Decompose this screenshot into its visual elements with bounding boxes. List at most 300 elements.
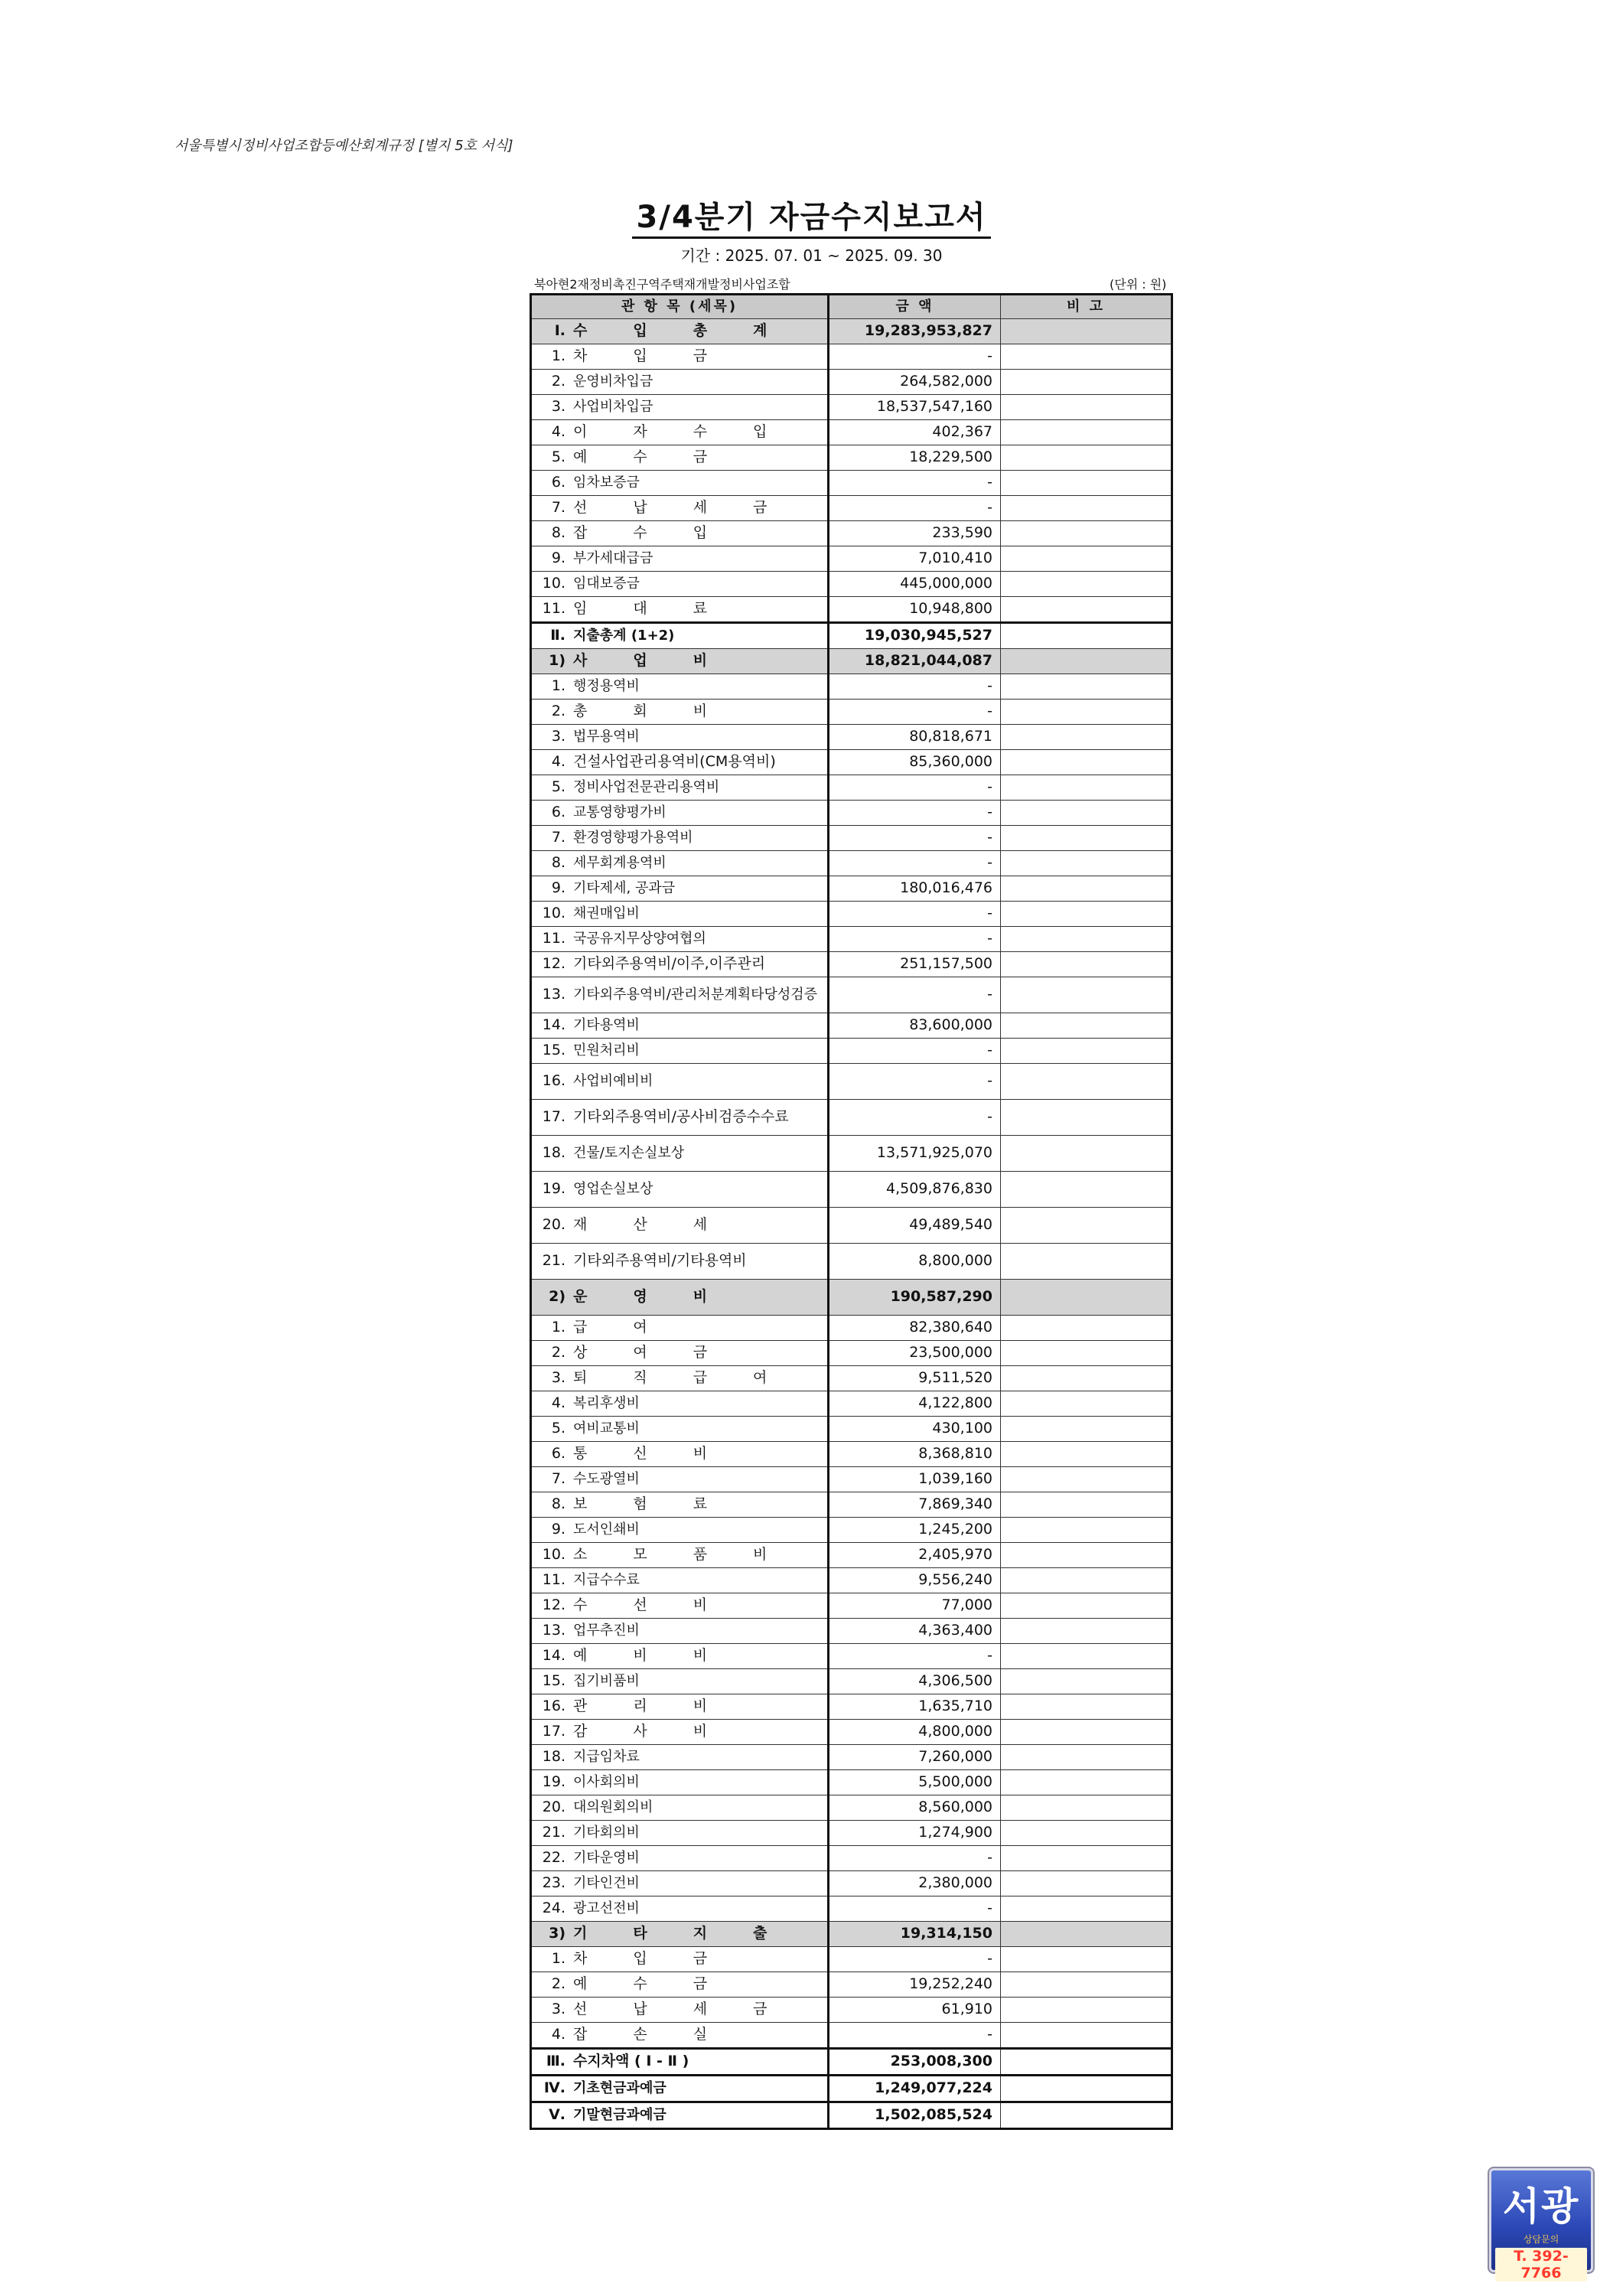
row-amount: 251,157,500 bbox=[829, 952, 1001, 977]
row-amount: 49,489,540 bbox=[829, 1208, 1001, 1244]
report-period: 기간 : 2025. 07. 01 ~ 2025. 09. 30 bbox=[680, 246, 943, 265]
row-item bbox=[531, 623, 829, 649]
table-row bbox=[531, 597, 1172, 623]
table-body bbox=[531, 319, 1172, 2129]
row-number: 22. bbox=[542, 1849, 565, 1867]
row-remarks bbox=[1001, 471, 1172, 496]
row-amount: - bbox=[829, 471, 1001, 496]
row-amount: 430,100 bbox=[829, 1417, 1001, 1442]
table-row bbox=[531, 1442, 1172, 1467]
row-amount: 8,368,810 bbox=[829, 1442, 1001, 1467]
table-row bbox=[531, 1467, 1172, 1492]
row-item bbox=[531, 1208, 829, 1244]
row-label: 총회비 bbox=[573, 703, 754, 720]
row-remarks bbox=[1001, 1568, 1172, 1593]
row-item bbox=[531, 1136, 829, 1172]
row-number: 9. bbox=[551, 1521, 565, 1538]
table-row bbox=[531, 1543, 1172, 1568]
row-remarks bbox=[1001, 1593, 1172, 1619]
row-amount: 1,245,200 bbox=[829, 1518, 1001, 1543]
row-item bbox=[531, 2102, 829, 2129]
row-item bbox=[531, 750, 829, 775]
row-amount: 1,502,085,524 bbox=[829, 2102, 1001, 2129]
row-number: 23. bbox=[542, 1874, 565, 1892]
stamp-phone: T. 392-7766 bbox=[1495, 2248, 1587, 2281]
row-number: 4. bbox=[551, 423, 565, 441]
row-amount: - bbox=[829, 851, 1001, 876]
row-number: 18. bbox=[542, 1144, 565, 1162]
row-item bbox=[531, 344, 829, 370]
row-item bbox=[531, 1770, 829, 1795]
row-amount: 10,948,800 bbox=[829, 597, 1001, 623]
table-row bbox=[531, 1316, 1172, 1341]
row-amount: 19,283,953,827 bbox=[829, 319, 1001, 344]
table-row bbox=[531, 1568, 1172, 1593]
row-remarks bbox=[1001, 876, 1172, 902]
row-amount: - bbox=[829, 1947, 1001, 1972]
row-label: 임차보증금 bbox=[573, 475, 640, 491]
row-number: 1. bbox=[551, 1319, 565, 1336]
row-remarks bbox=[1001, 1492, 1172, 1518]
row-number: 2. bbox=[551, 1975, 565, 1993]
row-amount: 190,587,290 bbox=[829, 1280, 1001, 1316]
table-row bbox=[531, 1745, 1172, 1770]
row-number: 5. bbox=[551, 778, 565, 796]
row-label: 행정용역비 bbox=[573, 678, 640, 695]
row-number: 8. bbox=[551, 1495, 565, 1513]
row-item bbox=[531, 1244, 829, 1280]
table-row bbox=[531, 1518, 1172, 1543]
row-item bbox=[531, 1644, 829, 1669]
row-remarks bbox=[1001, 1619, 1172, 1644]
row-label: 영업손실보상 bbox=[573, 1181, 653, 1198]
row-remarks bbox=[1001, 1442, 1172, 1467]
row-label: 부가세대급금 bbox=[573, 550, 653, 567]
row-remarks bbox=[1001, 725, 1172, 750]
row-amount: 2,405,970 bbox=[829, 1543, 1001, 1568]
row-label: 재산세 bbox=[573, 1216, 754, 1234]
row-label: 차입금 bbox=[573, 347, 754, 365]
row-remarks bbox=[1001, 1669, 1172, 1694]
row-number: 20. bbox=[542, 1216, 565, 1234]
row-item bbox=[531, 1366, 829, 1391]
row-amount: - bbox=[829, 1896, 1001, 1922]
row-remarks bbox=[1001, 546, 1172, 572]
table-row bbox=[531, 521, 1172, 546]
row-remarks bbox=[1001, 1543, 1172, 1568]
table-row bbox=[531, 1998, 1172, 2023]
row-label: 기타외주용역비/관리처분계획타당성검증 bbox=[573, 987, 818, 1003]
row-remarks bbox=[1001, 851, 1172, 876]
title-text: 3/4분기 자금수지보고서 bbox=[632, 200, 992, 239]
table-row bbox=[531, 927, 1172, 952]
table-row bbox=[531, 1100, 1172, 1136]
row-number: 16. bbox=[542, 1072, 565, 1090]
row-remarks bbox=[1001, 1694, 1172, 1720]
row-item bbox=[531, 1998, 829, 2023]
row-label: 세무회계용역비 bbox=[573, 855, 666, 872]
row-item bbox=[531, 1821, 829, 1846]
row-item bbox=[531, 952, 829, 977]
row-item bbox=[531, 1846, 829, 1871]
row-remarks bbox=[1001, 2023, 1172, 2049]
row-label: 이자수입 bbox=[573, 423, 813, 441]
row-remarks bbox=[1001, 977, 1172, 1013]
row-label: 잡수입 bbox=[573, 524, 754, 542]
row-remarks bbox=[1001, 952, 1172, 977]
row-amount: 8,800,000 bbox=[829, 1244, 1001, 1280]
table-row bbox=[531, 623, 1172, 649]
row-number: 15. bbox=[542, 1042, 565, 1059]
row-item bbox=[531, 851, 829, 876]
row-item bbox=[531, 801, 829, 826]
row-item bbox=[531, 1720, 829, 1745]
table-row bbox=[531, 445, 1172, 471]
row-remarks bbox=[1001, 801, 1172, 826]
row-amount: - bbox=[829, 775, 1001, 801]
table-row bbox=[531, 750, 1172, 775]
row-number: Ⅱ. bbox=[550, 627, 565, 644]
header-remarks: 비 고 bbox=[1001, 295, 1172, 319]
row-label: 기타회의비 bbox=[573, 1825, 640, 1841]
row-item bbox=[531, 1280, 829, 1316]
row-remarks bbox=[1001, 1316, 1172, 1341]
row-label: 정비사업전문관리용역비 bbox=[573, 779, 720, 796]
row-item bbox=[531, 2076, 829, 2102]
row-number: 1. bbox=[551, 677, 565, 695]
row-item bbox=[531, 1492, 829, 1518]
row-amount: 7,260,000 bbox=[829, 1745, 1001, 1770]
table-row bbox=[531, 420, 1172, 445]
row-item bbox=[531, 1922, 829, 1947]
row-label: 기타외주용역비/공사비검증수수료 bbox=[573, 1108, 789, 1126]
row-label: 사업비예비비 bbox=[573, 1073, 653, 1090]
row-label: 집기비품비 bbox=[573, 1673, 640, 1690]
table-row bbox=[531, 1064, 1172, 1100]
row-item bbox=[531, 1795, 829, 1821]
row-amount: 1,274,900 bbox=[829, 1821, 1001, 1846]
row-number: 3. bbox=[551, 398, 565, 416]
row-remarks bbox=[1001, 1467, 1172, 1492]
row-label: 수입총계 bbox=[573, 322, 813, 340]
row-amount: 23,500,000 bbox=[829, 1341, 1001, 1366]
row-item bbox=[531, 370, 829, 395]
row-amount: 80,818,671 bbox=[829, 725, 1001, 750]
row-remarks bbox=[1001, 1846, 1172, 1871]
row-amount: - bbox=[829, 344, 1001, 370]
table-row bbox=[531, 977, 1172, 1013]
table-row bbox=[531, 1795, 1172, 1821]
row-number: 21. bbox=[542, 1252, 565, 1270]
table-row bbox=[531, 1619, 1172, 1644]
row-label: 소모품비 bbox=[573, 1546, 813, 1564]
row-number: Ⅰ. bbox=[554, 322, 565, 340]
row-item bbox=[531, 1039, 829, 1064]
table-row bbox=[531, 1871, 1172, 1896]
row-number: 3. bbox=[551, 728, 565, 745]
row-label: 예수금 bbox=[573, 1975, 754, 1993]
row-amount: - bbox=[829, 674, 1001, 700]
row-number: 12. bbox=[542, 1596, 565, 1614]
row-number: 9. bbox=[551, 550, 565, 567]
row-item bbox=[531, 521, 829, 546]
row-label: 임대보증금 bbox=[573, 576, 640, 592]
row-remarks bbox=[1001, 674, 1172, 700]
row-amount: - bbox=[829, 826, 1001, 851]
row-number: 15. bbox=[542, 1672, 565, 1690]
table-row bbox=[531, 1039, 1172, 1064]
table-row bbox=[531, 1770, 1172, 1795]
row-label: 통신비 bbox=[573, 1445, 754, 1463]
row-item bbox=[531, 546, 829, 572]
row-amount: 1,249,077,224 bbox=[829, 2076, 1001, 2102]
row-item bbox=[531, 1417, 829, 1442]
row-amount: 61,910 bbox=[829, 1998, 1001, 2023]
row-item bbox=[531, 1669, 829, 1694]
row-number: 10. bbox=[542, 905, 565, 922]
row-item bbox=[531, 902, 829, 927]
row-amount: 180,016,476 bbox=[829, 876, 1001, 902]
row-label: 운영비차입금 bbox=[573, 373, 653, 390]
row-amount: - bbox=[829, 902, 1001, 927]
row-item bbox=[531, 1100, 829, 1136]
row-remarks bbox=[1001, 1745, 1172, 1770]
row-amount: - bbox=[829, 1064, 1001, 1100]
row-label: 기타용역비 bbox=[573, 1017, 640, 1034]
row-number: 2) bbox=[549, 1288, 565, 1306]
row-remarks bbox=[1001, 445, 1172, 471]
row-item bbox=[531, 1013, 829, 1039]
row-amount: 4,363,400 bbox=[829, 1619, 1001, 1644]
table-row bbox=[531, 1013, 1172, 1039]
table-row bbox=[531, 2023, 1172, 2049]
row-number: 6. bbox=[551, 804, 565, 821]
row-item bbox=[531, 572, 829, 597]
row-label: 사업비 bbox=[573, 652, 754, 670]
row-item bbox=[531, 649, 829, 674]
row-number: 8. bbox=[551, 524, 565, 542]
table-row bbox=[531, 471, 1172, 496]
row-remarks bbox=[1001, 623, 1172, 649]
row-item bbox=[531, 420, 829, 445]
row-label: 대의원회의비 bbox=[573, 1799, 653, 1816]
table-row bbox=[531, 496, 1172, 521]
row-label: 기타인건비 bbox=[573, 1875, 640, 1892]
stamp-name: 서광 bbox=[1502, 2183, 1580, 2229]
row-item bbox=[531, 826, 829, 851]
table-row bbox=[531, 1922, 1172, 1947]
table-row bbox=[531, 1821, 1172, 1846]
row-amount: - bbox=[829, 496, 1001, 521]
organization-name: 북아현2재정비촉진구역주택재개발정비사업조합 bbox=[534, 277, 790, 292]
row-remarks bbox=[1001, 319, 1172, 344]
table-row bbox=[531, 1593, 1172, 1619]
table-row bbox=[531, 2076, 1172, 2102]
row-item bbox=[531, 496, 829, 521]
row-label: 수지차액 ( Ⅰ - Ⅱ ) bbox=[573, 2053, 689, 2070]
row-number: 4. bbox=[551, 753, 565, 771]
table-row bbox=[531, 952, 1172, 977]
row-item bbox=[531, 1745, 829, 1770]
row-amount: - bbox=[829, 977, 1001, 1013]
row-item bbox=[531, 725, 829, 750]
row-item bbox=[531, 1694, 829, 1720]
row-remarks bbox=[1001, 750, 1172, 775]
row-amount: 4,509,876,830 bbox=[829, 1172, 1001, 1208]
row-remarks bbox=[1001, 1922, 1172, 1947]
row-remarks bbox=[1001, 1100, 1172, 1136]
table-header-row bbox=[531, 295, 1172, 319]
row-remarks bbox=[1001, 1720, 1172, 1745]
row-label: 차입금 bbox=[573, 1950, 754, 1968]
row-number: 1. bbox=[551, 1950, 565, 1968]
row-item bbox=[531, 876, 829, 902]
row-amount: 4,306,500 bbox=[829, 1669, 1001, 1694]
row-remarks bbox=[1001, 1064, 1172, 1100]
table-row bbox=[531, 902, 1172, 927]
row-label: 법무용역비 bbox=[573, 729, 640, 745]
row-label: 민원처리비 bbox=[573, 1042, 640, 1059]
row-label: 건물/토지손실보상 bbox=[573, 1145, 685, 1162]
row-remarks bbox=[1001, 496, 1172, 521]
table-row bbox=[531, 1244, 1172, 1280]
row-amount: - bbox=[829, 1846, 1001, 1871]
row-amount: 18,229,500 bbox=[829, 445, 1001, 471]
row-amount: 1,635,710 bbox=[829, 1694, 1001, 1720]
row-label: 상여금 bbox=[573, 1344, 754, 1362]
table-row bbox=[531, 2102, 1172, 2129]
row-amount: 253,008,300 bbox=[829, 2049, 1001, 2076]
row-item bbox=[531, 1619, 829, 1644]
row-label: 도서인쇄비 bbox=[573, 1521, 640, 1538]
row-remarks bbox=[1001, 1998, 1172, 2023]
row-label: 건설사업관리용역비(CM용역비) bbox=[573, 753, 776, 771]
row-label: 임대료 bbox=[573, 600, 754, 618]
row-item bbox=[531, 319, 829, 344]
row-label: 보험료 bbox=[573, 1495, 754, 1513]
row-amount: 2,380,000 bbox=[829, 1871, 1001, 1896]
row-amount: 264,582,000 bbox=[829, 370, 1001, 395]
row-amount: 8,560,000 bbox=[829, 1795, 1001, 1821]
row-amount: - bbox=[829, 700, 1001, 725]
row-remarks bbox=[1001, 700, 1172, 725]
table-row bbox=[531, 674, 1172, 700]
row-item bbox=[531, 674, 829, 700]
row-remarks bbox=[1001, 1341, 1172, 1366]
fund-statement-table bbox=[530, 293, 1173, 2130]
table-row bbox=[531, 1417, 1172, 1442]
row-remarks bbox=[1001, 1013, 1172, 1039]
row-remarks bbox=[1001, 2102, 1172, 2129]
row-amount: 7,010,410 bbox=[829, 546, 1001, 572]
row-label: 지급임차료 bbox=[573, 1749, 640, 1766]
row-amount: - bbox=[829, 801, 1001, 826]
row-label: 운영비 bbox=[573, 1288, 754, 1306]
row-remarks bbox=[1001, 1896, 1172, 1922]
row-remarks bbox=[1001, 1417, 1172, 1442]
row-number: 6. bbox=[551, 474, 565, 491]
row-number: 6. bbox=[551, 1445, 565, 1463]
row-number: 14. bbox=[542, 1016, 565, 1034]
row-number: 17. bbox=[542, 1723, 565, 1740]
table-row bbox=[531, 876, 1172, 902]
row-remarks bbox=[1001, 1972, 1172, 1998]
row-item bbox=[531, 1518, 829, 1543]
row-label: 기타외주용역비/이주,이주관리 bbox=[573, 955, 766, 973]
row-item bbox=[531, 1871, 829, 1896]
row-label: 기타제세, 공과금 bbox=[573, 880, 676, 897]
row-amount: 7,869,340 bbox=[829, 1492, 1001, 1518]
row-amount: - bbox=[829, 1644, 1001, 1669]
row-remarks bbox=[1001, 344, 1172, 370]
table-row bbox=[531, 1896, 1172, 1922]
row-item bbox=[531, 1543, 829, 1568]
row-item bbox=[531, 1972, 829, 1998]
row-amount: 18,537,547,160 bbox=[829, 395, 1001, 420]
row-remarks bbox=[1001, 1795, 1172, 1821]
table-row bbox=[531, 1669, 1172, 1694]
row-label: 기초현금과예금 bbox=[573, 2080, 666, 2097]
row-item bbox=[531, 1316, 829, 1341]
row-label: 광고선전비 bbox=[573, 1900, 640, 1917]
table-row bbox=[531, 1208, 1172, 1244]
row-label: 기타지출 bbox=[573, 1925, 813, 1942]
row-remarks bbox=[1001, 1244, 1172, 1280]
table-row bbox=[531, 700, 1172, 725]
row-number: 3) bbox=[549, 1925, 565, 1942]
row-amount: 19,252,240 bbox=[829, 1972, 1001, 1998]
row-label: 퇴직급여 bbox=[573, 1369, 813, 1387]
row-amount: - bbox=[829, 1100, 1001, 1136]
row-number: 18. bbox=[542, 1748, 565, 1766]
form-reference: 서울특별시정비사업조합등예산회계규정 [별지 5호 서식] bbox=[174, 138, 513, 154]
row-remarks bbox=[1001, 1871, 1172, 1896]
row-remarks bbox=[1001, 826, 1172, 851]
table-row bbox=[531, 826, 1172, 851]
row-label: 환경영향평가용역비 bbox=[573, 830, 693, 846]
row-remarks bbox=[1001, 572, 1172, 597]
row-remarks bbox=[1001, 521, 1172, 546]
row-remarks bbox=[1001, 1770, 1172, 1795]
row-number: 11. bbox=[542, 1571, 565, 1589]
row-amount: 82,380,640 bbox=[829, 1316, 1001, 1341]
table-row bbox=[531, 649, 1172, 674]
row-item bbox=[531, 700, 829, 725]
row-remarks bbox=[1001, 1821, 1172, 1846]
row-remarks bbox=[1001, 1039, 1172, 1064]
row-label: 급여 bbox=[573, 1319, 693, 1336]
row-remarks bbox=[1001, 1280, 1172, 1316]
row-item bbox=[531, 1391, 829, 1417]
row-number: 11. bbox=[542, 930, 565, 947]
row-number: 14. bbox=[542, 1647, 565, 1665]
row-amount: 19,030,945,527 bbox=[829, 623, 1001, 649]
row-label: 지급수수료 bbox=[573, 1572, 640, 1589]
row-number: 3. bbox=[551, 1369, 565, 1387]
table-row bbox=[531, 1644, 1172, 1669]
row-label: 잡손실 bbox=[573, 2026, 754, 2043]
row-number: 2. bbox=[551, 1344, 565, 1362]
row-number: 5. bbox=[551, 448, 565, 466]
row-number: 11. bbox=[542, 600, 565, 618]
row-number: 4. bbox=[551, 1394, 565, 1412]
row-label: 이사회의비 bbox=[573, 1774, 640, 1791]
row-item bbox=[531, 1172, 829, 1208]
table-row bbox=[531, 344, 1172, 370]
row-amount: 85,360,000 bbox=[829, 750, 1001, 775]
row-amount: 1,039,160 bbox=[829, 1467, 1001, 1492]
row-number: 5. bbox=[551, 1420, 565, 1437]
